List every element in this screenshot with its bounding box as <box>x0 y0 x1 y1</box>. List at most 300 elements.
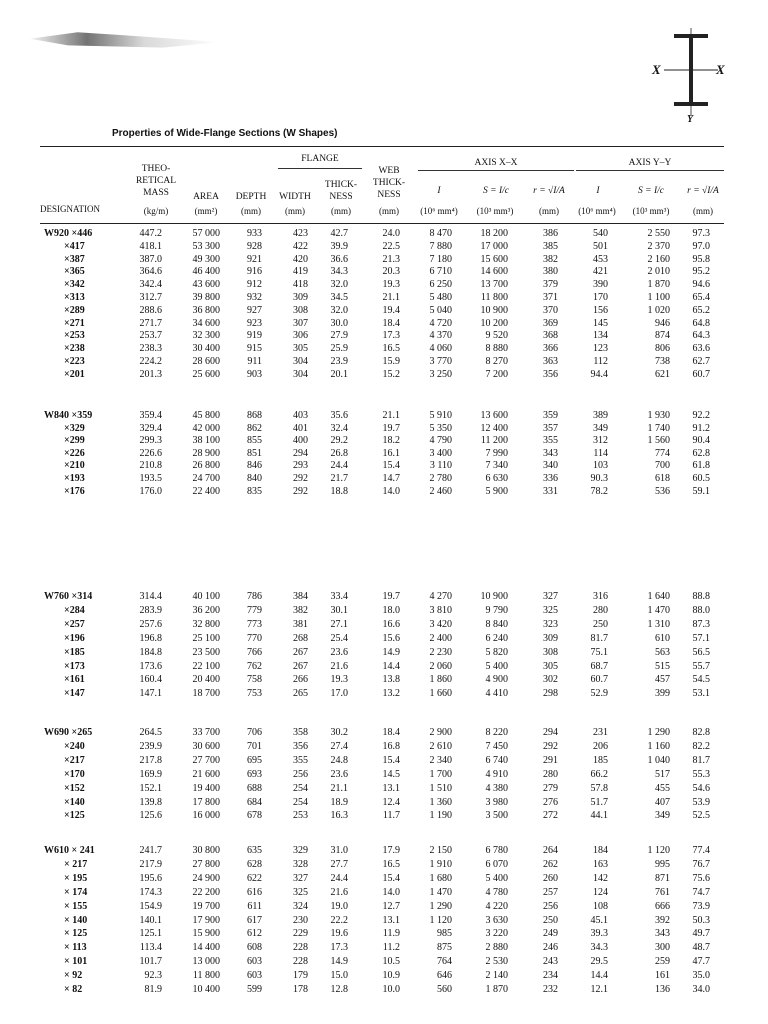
cell-designation: × 92 <box>64 970 83 982</box>
cell-rx: 370 <box>543 304 558 316</box>
cell-web-thickness: 20.3 <box>382 266 400 278</box>
cell-area: 19 400 <box>192 782 220 794</box>
cell-rx: 308 <box>543 646 558 658</box>
cell-width: 253 <box>293 810 308 822</box>
cell-ry: 97.0 <box>692 240 710 252</box>
cell-ix: 2 340 <box>429 754 452 766</box>
cell-mass: 217.9 <box>139 858 162 870</box>
cell-area: 49 300 <box>192 253 220 265</box>
cell-sy: 407 <box>655 796 670 808</box>
cell-web-thickness: 14.7 <box>382 473 400 484</box>
cell-sy: 2 010 <box>647 266 670 278</box>
cell-width: 254 <box>293 796 308 808</box>
cell-area: 28 900 <box>192 447 220 459</box>
cell-ry: 60.5 <box>692 473 710 484</box>
cell-web-thickness: 17.9 <box>382 845 400 856</box>
table-row <box>0 901 768 913</box>
cell-depth: 599 <box>247 984 262 995</box>
cell-ry: 52.5 <box>692 810 710 822</box>
cell-mass: 314.4 <box>139 591 162 602</box>
cell-designation: ×289 <box>64 304 85 316</box>
cell-iy: 78.2 <box>590 485 608 497</box>
cell-mass: 312.7 <box>139 292 162 303</box>
cell-iy: 103 <box>593 460 608 472</box>
cell-depth: 923 <box>247 317 262 329</box>
cell-width: 329 <box>293 845 308 856</box>
cell-area: 30 400 <box>192 343 220 355</box>
web-header-2: THICK- <box>372 178 406 188</box>
cell-flange-thickness: 20.1 <box>330 368 348 380</box>
cell-sy: 1 120 <box>647 845 670 856</box>
cell-rx: 357 <box>543 422 558 434</box>
sy-unit: (10³ mm³) <box>632 206 670 216</box>
cell-iy: 29.5 <box>590 956 608 968</box>
cell-area: 30 800 <box>192 845 220 856</box>
cell-flange-thickness: 16.3 <box>330 810 348 822</box>
cell-width: 355 <box>293 754 308 766</box>
cell-area: 32 800 <box>192 618 220 630</box>
cell-rx: 369 <box>543 317 558 329</box>
cell-ry: 62.7 <box>692 356 710 367</box>
axis-xx-group-rule <box>418 170 574 171</box>
cell-sy: 259 <box>655 956 670 968</box>
cell-sy: 563 <box>655 646 670 658</box>
cell-flange-thickness: 19.6 <box>330 928 348 940</box>
cell-depth: 921 <box>247 253 262 265</box>
cell-area: 21 600 <box>192 768 220 780</box>
width-unit: (mm) <box>285 206 305 216</box>
cell-web-thickness: 12.7 <box>382 900 400 912</box>
cell-iy: 250 <box>593 618 608 630</box>
cell-sx: 7 450 <box>485 740 508 752</box>
cell-width: 267 <box>293 646 308 658</box>
cell-mass: 195.6 <box>139 872 162 884</box>
cell-sx: 2 140 <box>485 970 508 982</box>
cell-iy: 114 <box>593 447 608 459</box>
width-header: WIDTH <box>279 192 311 202</box>
cell-depth: 635 <box>247 845 262 856</box>
cell-ix: 875 <box>437 942 452 954</box>
cell-width: 358 <box>293 727 308 738</box>
cell-rx: 309 <box>543 632 558 644</box>
cell-iy: 112 <box>593 356 608 367</box>
axis-yy-header: AXIS Y–Y <box>628 158 672 168</box>
cell-depth: 603 <box>247 970 262 982</box>
cell-mass: 184.8 <box>139 646 162 658</box>
cell-designation: W920 ×446 <box>44 228 93 239</box>
cell-mass: 81.9 <box>144 984 162 995</box>
cell-mass: 418.1 <box>139 240 162 252</box>
cell-ix: 2 460 <box>429 485 452 497</box>
cell-area: 43 600 <box>192 279 220 291</box>
table-row <box>0 410 768 422</box>
cell-web-thickness: 21.3 <box>382 253 400 265</box>
cell-sx: 3 980 <box>485 796 508 808</box>
cell-flange-thickness: 21.7 <box>330 473 348 484</box>
cell-iy: 390 <box>593 279 608 291</box>
cell-width: 304 <box>293 368 308 380</box>
cell-width: 309 <box>293 292 308 303</box>
cell-sx: 11 200 <box>480 435 508 447</box>
area-header: AREA <box>193 192 219 202</box>
cell-area: 18 700 <box>192 688 220 700</box>
cell-ry: 54.6 <box>692 782 710 794</box>
cell-mass: 125.1 <box>139 928 162 940</box>
cell-flange-thickness: 25.9 <box>330 343 348 355</box>
cell-sx: 3 630 <box>485 914 508 926</box>
cell-flange-thickness: 17.3 <box>330 942 348 954</box>
cell-width: 422 <box>293 240 308 252</box>
cell-mass: 176.0 <box>139 485 162 497</box>
table-row <box>0 859 768 871</box>
cell-flange-thickness: 27.7 <box>330 858 348 870</box>
cell-ix: 4 370 <box>429 330 452 342</box>
w-beam-icon <box>646 28 746 128</box>
cell-designation: ×387 <box>64 253 85 265</box>
cell-iy: 185 <box>593 754 608 766</box>
scan-artifact <box>30 30 220 52</box>
cell-web-thickness: 19.4 <box>382 304 400 316</box>
cell-iy: 57.8 <box>590 782 608 794</box>
cell-sy: 1 930 <box>647 410 670 421</box>
cell-mass: 101.7 <box>139 956 162 968</box>
cell-web-thickness: 18.4 <box>382 727 400 738</box>
cell-sx: 12 400 <box>480 422 508 434</box>
cell-area: 57 000 <box>192 228 220 239</box>
cell-mass: 253.7 <box>139 330 162 342</box>
table-row <box>0 873 768 885</box>
cell-depth: 622 <box>247 872 262 884</box>
cell-ix: 2 780 <box>429 473 452 484</box>
cell-web-thickness: 15.2 <box>382 368 400 380</box>
cell-depth: 919 <box>247 330 262 342</box>
cell-ry: 48.7 <box>692 942 710 954</box>
rx-header: r = √I/A <box>533 186 565 196</box>
cell-width: 254 <box>293 782 308 794</box>
cell-area: 34 600 <box>192 317 220 329</box>
thickness-unit: (mm) <box>331 206 351 216</box>
ry-header: r = √I/A <box>687 186 719 196</box>
cell-web-thickness: 10.9 <box>382 970 400 982</box>
cell-designation: ×125 <box>64 810 85 822</box>
cell-sy: 300 <box>655 942 670 954</box>
cell-iy: 163 <box>593 858 608 870</box>
cell-web-thickness: 16.5 <box>382 343 400 355</box>
cell-area: 17 900 <box>192 914 220 926</box>
cell-rx: 280 <box>543 768 558 780</box>
cell-flange-thickness: 18.8 <box>330 485 348 497</box>
cell-sx: 6 780 <box>485 845 508 856</box>
cell-ix: 6 710 <box>429 266 452 278</box>
cell-depth: 835 <box>247 485 262 497</box>
cell-ix: 1 470 <box>429 886 452 898</box>
cell-ry: 82.8 <box>692 727 710 738</box>
table-row <box>0 318 768 330</box>
cell-designation: ×313 <box>64 292 85 303</box>
cell-iy: 145 <box>593 317 608 329</box>
cell-ix: 985 <box>437 928 452 940</box>
cell-web-thickness: 14.0 <box>382 886 400 898</box>
cell-web-thickness: 15.6 <box>382 632 400 644</box>
cell-rx: 380 <box>543 266 558 278</box>
cell-depth: 903 <box>247 368 262 380</box>
cell-flange-thickness: 30.0 <box>330 317 348 329</box>
iy-unit: (10⁶ mm⁴) <box>578 206 616 216</box>
cell-ix: 5 910 <box>429 410 452 421</box>
cell-sx: 7 200 <box>485 368 508 380</box>
cell-area: 53 300 <box>192 240 220 252</box>
depth-header: DEPTH <box>235 192 267 202</box>
cell-mass: 359.4 <box>139 410 162 421</box>
cell-ix: 3 770 <box>429 356 452 367</box>
cell-ry: 73.9 <box>692 900 710 912</box>
cell-mass: 364.6 <box>139 266 162 278</box>
web-header-1: WEB <box>378 166 400 176</box>
cell-width: 381 <box>293 618 308 630</box>
table-row <box>0 591 768 603</box>
cell-sx: 1 870 <box>485 984 508 995</box>
cell-flange-thickness: 24.4 <box>330 872 348 884</box>
table-row <box>0 755 768 767</box>
cell-width: 308 <box>293 304 308 316</box>
cell-sx: 4 410 <box>485 688 508 700</box>
cell-ry: 92.2 <box>692 410 710 421</box>
table-row <box>0 661 768 673</box>
area-unit: (mm²) <box>194 206 218 216</box>
cell-mass: 264.5 <box>139 727 162 738</box>
cell-area: 25 600 <box>192 368 220 380</box>
cell-sx: 4 380 <box>485 782 508 794</box>
cell-ix: 646 <box>437 970 452 982</box>
cell-width: 382 <box>293 604 308 616</box>
cell-flange-thickness: 23.6 <box>330 768 348 780</box>
cell-depth: 706 <box>247 727 262 738</box>
table-row <box>0 356 768 368</box>
cell-designation: ×161 <box>64 674 85 686</box>
cell-sx: 14 600 <box>480 266 508 278</box>
cell-designation: × 174 <box>64 886 88 898</box>
depth-unit: (mm) <box>241 206 261 216</box>
cell-sx: 6 740 <box>485 754 508 766</box>
cell-designation: ×201 <box>64 368 85 380</box>
cell-mass: 210.8 <box>139 460 162 472</box>
cell-iy: 75.1 <box>590 646 608 658</box>
cell-designation: W690 ×265 <box>44 727 93 738</box>
table-row <box>0 928 768 940</box>
cell-rx: 305 <box>543 660 558 672</box>
cell-flange-thickness: 36.6 <box>330 253 348 265</box>
mass-unit: (kg/m) <box>143 206 169 216</box>
cell-mass: 92.3 <box>144 970 162 982</box>
cell-rx: 355 <box>543 435 558 447</box>
cell-mass: 224.2 <box>139 356 162 367</box>
cell-web-thickness: 10.5 <box>382 956 400 968</box>
cell-depth: 773 <box>247 618 262 630</box>
cell-flange-thickness: 27.1 <box>330 618 348 630</box>
cell-area: 17 800 <box>192 796 220 808</box>
cell-ry: 47.7 <box>692 956 710 968</box>
axis-xx-header: AXIS X–X <box>474 158 518 168</box>
cell-sy: 700 <box>655 460 670 472</box>
cell-ry: 62.8 <box>692 447 710 459</box>
cell-rx: 327 <box>543 591 558 602</box>
table-row <box>0 741 768 753</box>
cell-ry: 49.7 <box>692 928 710 940</box>
cell-web-thickness: 14.5 <box>382 768 400 780</box>
cell-ix: 2 060 <box>429 660 452 672</box>
cell-area: 28 600 <box>192 356 220 367</box>
cell-sy: 806 <box>655 343 670 355</box>
cell-ry: 87.3 <box>692 618 710 630</box>
cell-ry: 94.6 <box>692 279 710 291</box>
cell-designation: ×176 <box>64 485 85 497</box>
rx-unit: (mm) <box>539 206 559 216</box>
cell-width: 328 <box>293 858 308 870</box>
cell-designation: ×226 <box>64 447 85 459</box>
cell-flange-thickness: 27.9 <box>330 330 348 342</box>
cell-iy: 81.7 <box>590 632 608 644</box>
header-bottom-rule <box>40 223 724 224</box>
cell-area: 11 800 <box>192 970 220 982</box>
cell-ry: 55.3 <box>692 768 710 780</box>
cell-sx: 8 270 <box>485 356 508 367</box>
cell-ix: 2 400 <box>429 632 452 644</box>
cell-depth: 753 <box>247 688 262 700</box>
cell-mass: 160.4 <box>139 674 162 686</box>
web-unit: (mm) <box>379 206 399 216</box>
cell-web-thickness: 14.0 <box>382 485 400 497</box>
cell-iy: 124 <box>593 886 608 898</box>
cell-designation: ×365 <box>64 266 85 278</box>
cell-ix: 1 190 <box>429 810 452 822</box>
cell-ry: 50.3 <box>692 914 710 926</box>
cell-iy: 156 <box>593 304 608 316</box>
cell-ry: 53.1 <box>692 688 710 700</box>
cell-width: 294 <box>293 447 308 459</box>
cell-ry: 95.2 <box>692 266 710 278</box>
cell-rx: 298 <box>543 688 558 700</box>
cell-sy: 161 <box>655 970 670 982</box>
cell-ix: 5 040 <box>429 304 452 316</box>
cell-iy: 14.4 <box>590 970 608 982</box>
cell-area: 25 100 <box>192 632 220 644</box>
cell-depth: 770 <box>247 632 262 644</box>
cell-width: 420 <box>293 253 308 265</box>
cell-depth: 779 <box>247 604 262 616</box>
cell-flange-thickness: 32.4 <box>330 422 348 434</box>
cell-flange-thickness: 29.2 <box>330 435 348 447</box>
cell-depth: 851 <box>247 447 262 459</box>
cell-width: 267 <box>293 660 308 672</box>
cell-ry: 65.4 <box>692 292 710 303</box>
table-row <box>0 797 768 809</box>
cell-iy: 52.9 <box>590 688 608 700</box>
cell-sx: 5 900 <box>485 485 508 497</box>
cell-iy: 123 <box>593 343 608 355</box>
cell-depth: 915 <box>247 343 262 355</box>
cell-width: 268 <box>293 632 308 644</box>
cell-depth: 868 <box>247 410 262 421</box>
cell-ry: 35.0 <box>692 970 710 982</box>
cell-sx: 5 400 <box>485 660 508 672</box>
cell-web-thickness: 11.7 <box>382 810 400 822</box>
table-row <box>0 619 768 631</box>
cell-ix: 1 700 <box>429 768 452 780</box>
cell-iy: 44.1 <box>590 810 608 822</box>
cell-designation: × 140 <box>64 914 88 926</box>
cell-sy: 1 310 <box>647 618 670 630</box>
cell-ry: 63.6 <box>692 343 710 355</box>
cell-mass: 169.9 <box>139 768 162 780</box>
cell-area: 24 900 <box>192 872 220 884</box>
cell-ix: 1 120 <box>429 914 452 926</box>
cell-depth: 695 <box>247 754 262 766</box>
cell-depth: 855 <box>247 435 262 447</box>
cell-iy: 389 <box>593 410 608 421</box>
cell-ix: 3 400 <box>429 447 452 459</box>
cell-ry: 53.9 <box>692 796 710 808</box>
cell-sx: 13 700 <box>480 279 508 291</box>
ix-unit: (10⁶ mm⁴) <box>420 206 458 216</box>
flange-header: FLANGE <box>301 154 339 164</box>
cell-area: 23 500 <box>192 646 220 658</box>
cell-width: 228 <box>293 956 308 968</box>
cell-mass: 299.3 <box>139 435 162 447</box>
cell-designation: W840 ×359 <box>44 410 93 421</box>
cell-sx: 3 220 <box>485 928 508 940</box>
cell-designation: ×147 <box>64 688 85 700</box>
table-row <box>0 279 768 291</box>
cell-depth: 701 <box>247 740 262 752</box>
cell-width: 293 <box>293 460 308 472</box>
cell-mass: 217.8 <box>139 754 162 766</box>
table-row <box>0 633 768 645</box>
cell-iy: 231 <box>593 727 608 738</box>
cell-designation: × 125 <box>64 928 88 940</box>
cell-ix: 4 720 <box>429 317 452 329</box>
cell-sx: 10 200 <box>480 317 508 329</box>
table-row <box>0 330 768 342</box>
cell-area: 33 700 <box>192 727 220 738</box>
cell-rx: 302 <box>543 674 558 686</box>
cell-designation: ×173 <box>64 660 85 672</box>
cell-flange-thickness: 33.4 <box>330 591 348 602</box>
thickness-header-1: THICK- <box>324 180 358 190</box>
cell-mass: 226.6 <box>139 447 162 459</box>
cell-web-thickness: 18.0 <box>382 604 400 616</box>
cell-width: 403 <box>293 410 308 421</box>
cell-iy: 60.7 <box>590 674 608 686</box>
table-row <box>0 486 768 498</box>
cell-iy: 68.7 <box>590 660 608 672</box>
cell-mass: 238.3 <box>139 343 162 355</box>
cell-ry: 65.2 <box>692 304 710 316</box>
cell-ry: 60.7 <box>692 368 710 380</box>
cell-designation: ×417 <box>64 240 85 252</box>
cell-width: 179 <box>293 970 308 982</box>
cell-web-thickness: 16.1 <box>382 447 400 459</box>
cell-depth: 927 <box>247 304 262 316</box>
cell-sx: 4 900 <box>485 674 508 686</box>
cell-designation: ×223 <box>64 356 85 367</box>
cell-flange-thickness: 21.6 <box>330 660 348 672</box>
cell-iy: 34.3 <box>590 942 608 954</box>
cell-ix: 2 610 <box>429 740 452 752</box>
cell-designation: × 217 <box>64 858 88 870</box>
cell-flange-thickness: 18.9 <box>330 796 348 808</box>
table-row <box>0 254 768 266</box>
cell-depth: 846 <box>247 460 262 472</box>
